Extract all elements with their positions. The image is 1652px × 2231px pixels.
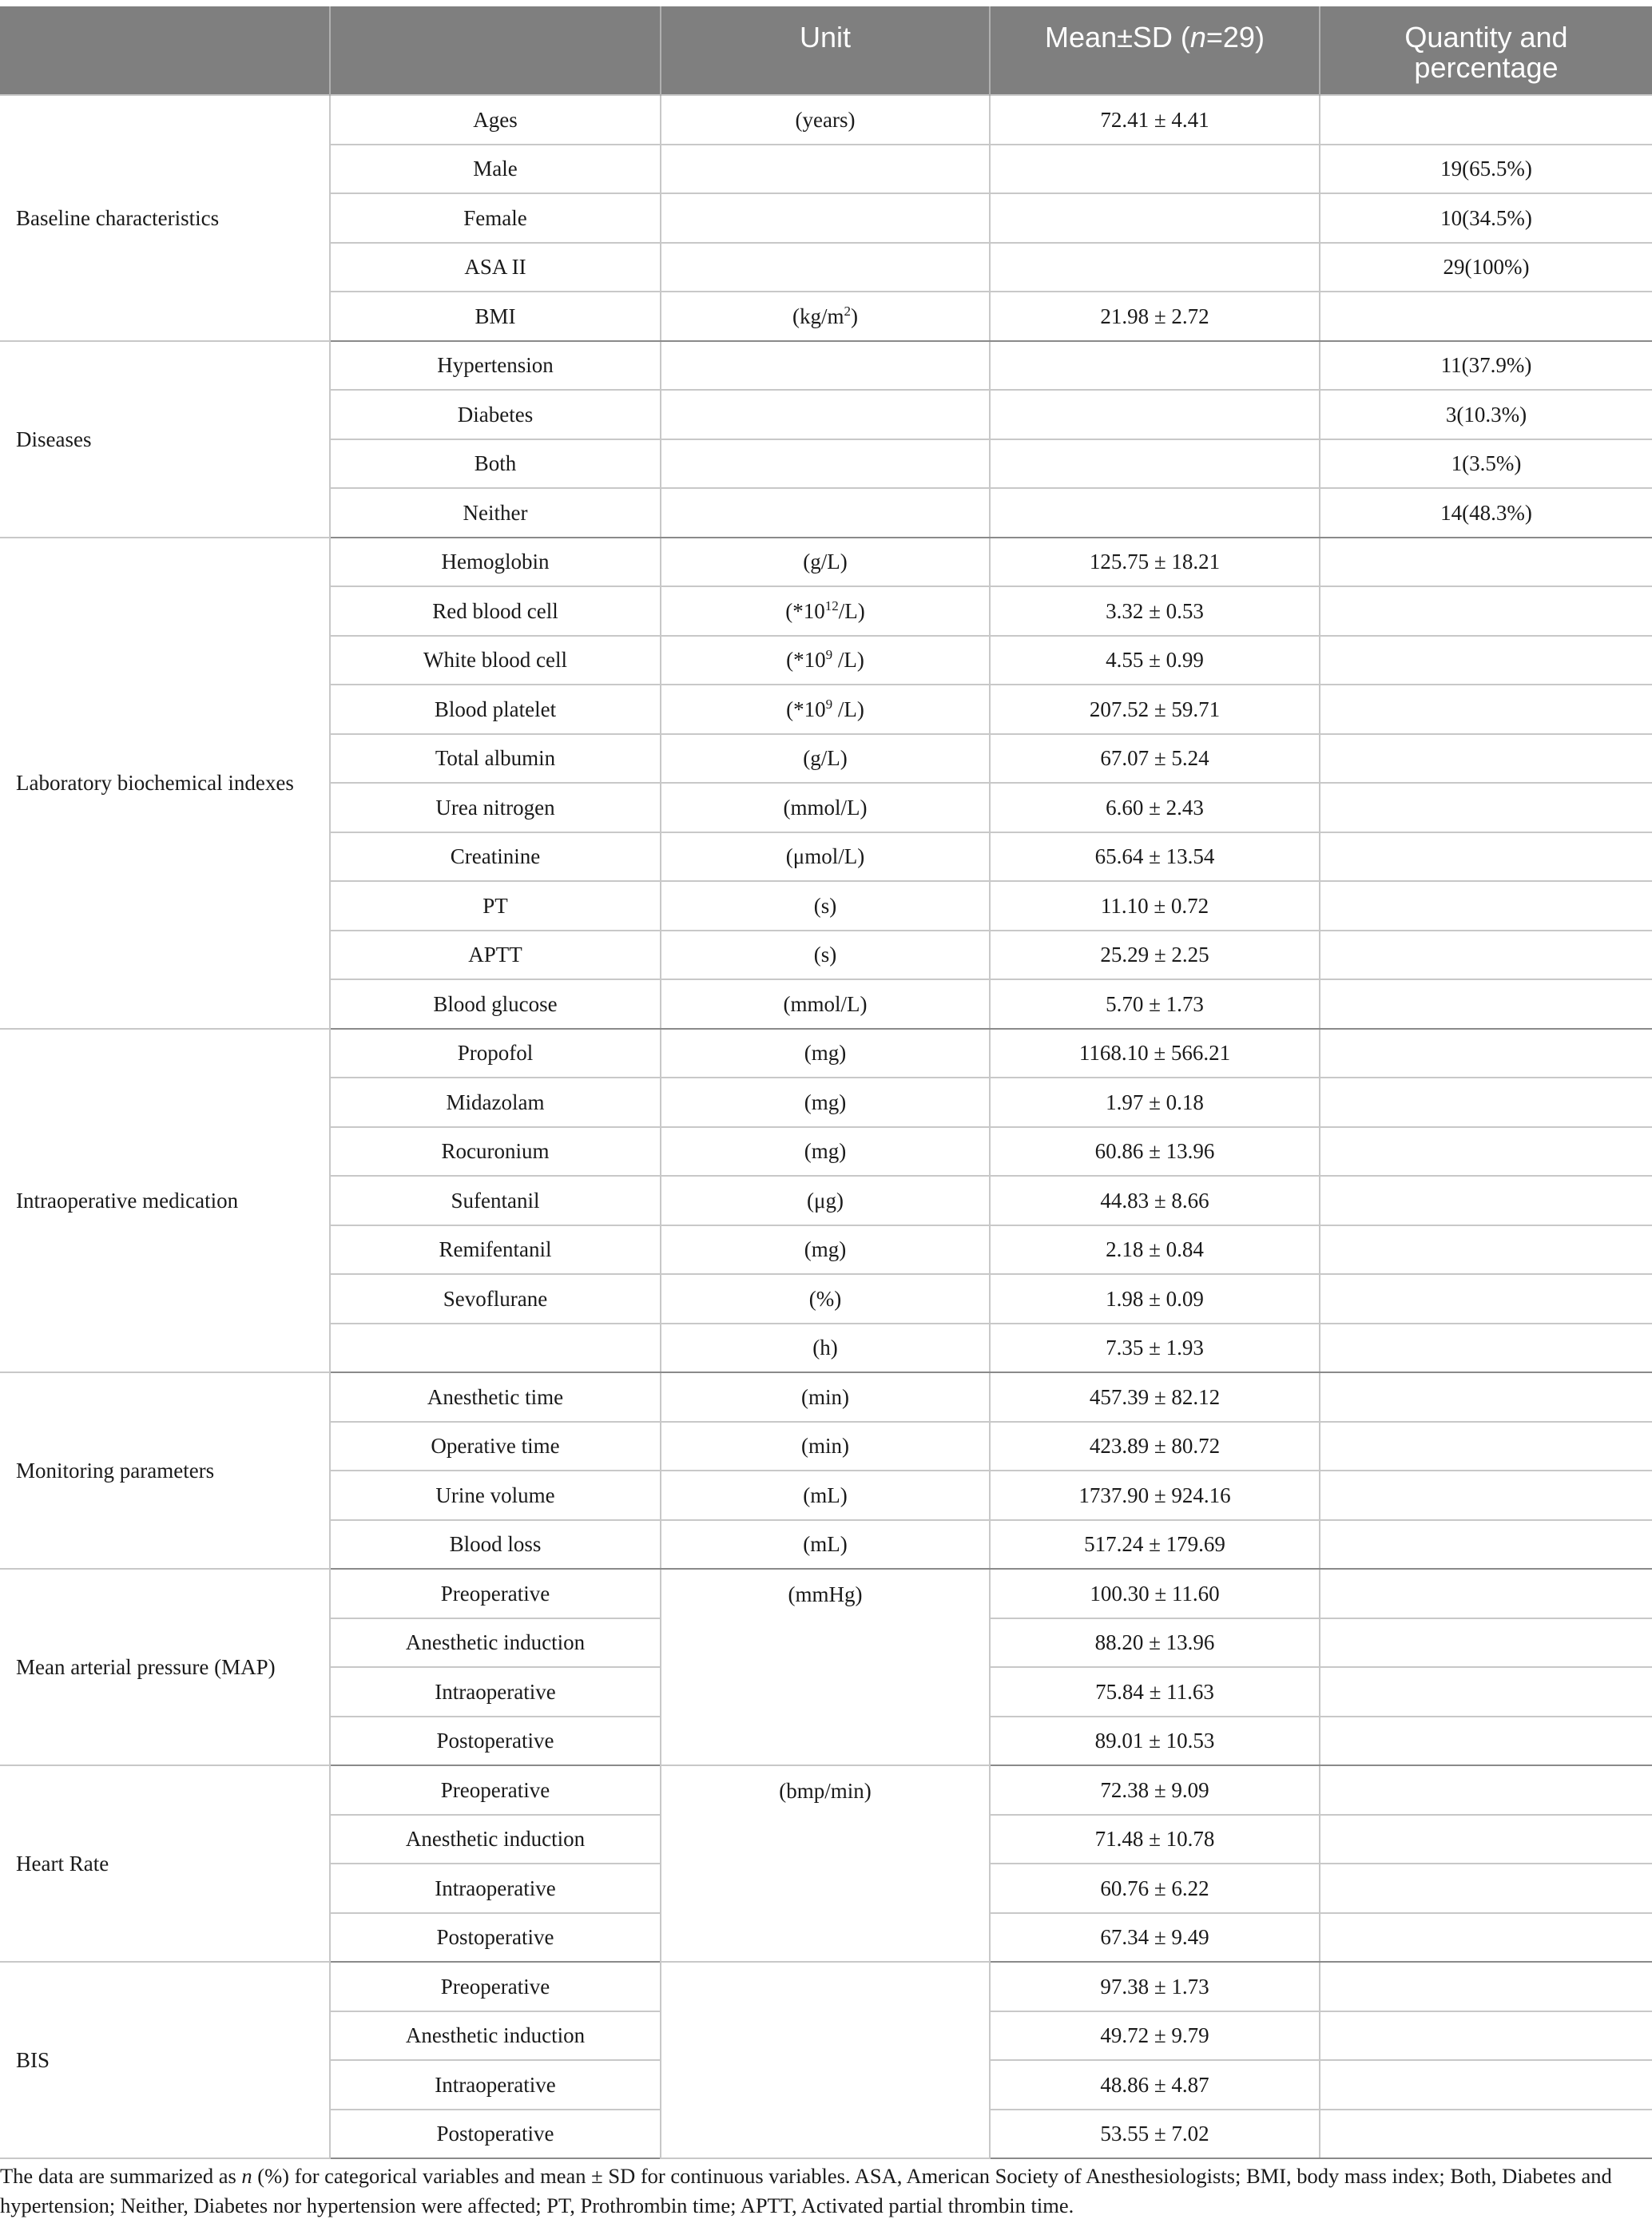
mean-cell: 125.75 ± 18.21 <box>990 538 1320 587</box>
unit-cell <box>661 243 990 292</box>
variable-cell: Propofol <box>330 1029 661 1078</box>
group-label-bis: BIS <box>0 1962 330 2158</box>
variable-cell: Urine volume <box>330 1471 661 1520</box>
group-label-lab: Laboratory biochemical indexes <box>0 538 330 1029</box>
quantity-cell <box>1320 832 1652 882</box>
table-row <box>0 1765 1652 1815</box>
mean-cell: 2.18 ± 0.84 <box>990 1225 1320 1275</box>
quantity-cell <box>1320 1127 1652 1177</box>
quantity-cell <box>1320 1078 1652 1127</box>
mean-cell: 517.24 ± 179.69 <box>990 1520 1320 1570</box>
data-table-container <box>0 6 1652 2159</box>
mean-cell: 1.97 ± 0.18 <box>990 1078 1320 1127</box>
unit-cell: (%) <box>661 1274 990 1324</box>
variable-cell: BMI <box>330 292 661 341</box>
mean-cell <box>990 145 1320 194</box>
mean-cell: 44.83 ± 8.66 <box>990 1176 1320 1225</box>
variable-cell: Both <box>330 439 661 489</box>
variable-cell: Diabetes <box>330 390 661 439</box>
variable-cell: Blood loss <box>330 1520 661 1570</box>
mean-cell <box>990 439 1320 489</box>
table-footnote: The data are summarized as n (%) for categorical variables and mean ± SD for continuous variables. ASA, American Society of Anesthesiologists; BMI, body mass index; Both, Diabetes and hypertension; Neither, Diabetes nor hypertension were affected; PT, Prothrombin time; APTT, Activated partial thrombin time. <box>0 2164 1612 2217</box>
quantity-cell <box>1320 95 1652 145</box>
quantity-cell <box>1320 1274 1652 1324</box>
table-row <box>0 341 1652 391</box>
variable-cell: White blood cell <box>330 636 661 685</box>
unit-cell: $(*10^{12}/L)$ <box>661 586 990 636</box>
quantity-cell <box>1320 1176 1652 1225</box>
quantity-cell <box>1320 1913 1652 1963</box>
variable-cell: ASA II <box>330 243 661 292</box>
mean-cell: 75.84 ± 11.63 <box>990 1667 1320 1717</box>
table-row <box>0 1962 1652 2011</box>
group-label-diseases: Diseases <box>0 341 330 538</box>
quantity-cell <box>1320 1422 1652 1471</box>
unit-cell: (mg) <box>661 1029 990 1078</box>
mean-cell: 71.48 ± 10.78 <box>990 1815 1320 1864</box>
quantity-cell: 10(34.5%) <box>1320 193 1652 243</box>
quantity-cell <box>1320 1324 1652 1373</box>
unit-cell: (μg) <box>661 1176 990 1225</box>
unit-cell: (mmol/L) <box>661 783 990 832</box>
quantity-cell <box>1320 1520 1652 1570</box>
unit-cell <box>661 193 990 243</box>
header-group-cell <box>0 6 330 95</box>
unit-cell <box>661 145 990 194</box>
mean-cell: 67.07 ± 5.24 <box>990 734 1320 784</box>
mean-cell: 88.20 ± 13.96 <box>990 1618 1320 1668</box>
quantity-cell <box>1320 931 1652 980</box>
variable-cell: Preoperative <box>330 1962 661 2011</box>
unit-cell: (g/L) <box>661 734 990 784</box>
unit-cell: (mg) <box>661 1127 990 1177</box>
mean-cell: 72.41 ± 4.41 <box>990 95 1320 145</box>
quantity-cell: 3(10.3%) <box>1320 390 1652 439</box>
quantity-cell <box>1320 292 1652 341</box>
unit-cell: (mg) <box>661 1225 990 1275</box>
variable-cell <box>330 1324 661 1373</box>
variable-cell: Creatinine <box>330 832 661 882</box>
unit-cell: ($*10^9$ /L) <box>661 636 990 685</box>
variable-cell: Anesthetic time <box>330 1372 661 1422</box>
unit-cell <box>661 341 990 391</box>
unit-cell: (mmol/L) <box>661 979 990 1029</box>
quantity-cell <box>1320 979 1652 1029</box>
mean-cell: 89.01 ± 10.53 <box>990 1717 1320 1766</box>
quantity-cell: 29(100%) <box>1320 243 1652 292</box>
unit-cell: (h) <box>661 1324 990 1373</box>
unit-cell: (s) <box>661 931 990 980</box>
quantity-cell <box>1320 1962 1652 2011</box>
variable-cell: Red blood cell <box>330 586 661 636</box>
variable-cell: Postoperative <box>330 1913 661 1963</box>
variable-cell: Preoperative <box>330 1765 661 1815</box>
mean-cell: 97.38 ± 1.73 <box>990 1962 1320 2011</box>
unit-cell: (μmol/L) <box>661 832 990 882</box>
quantity-cell <box>1320 1029 1652 1078</box>
mean-cell: 60.76 ± 6.22 <box>990 1864 1320 1913</box>
unit-cell: (years) <box>661 95 990 145</box>
variable-cell: Postoperative <box>330 2110 661 2159</box>
quantity-cell <box>1320 1815 1652 1864</box>
baseline-characteristics-table <box>0 6 1652 2159</box>
unit-cell: (mL) <box>661 1471 990 1520</box>
quantity-cell <box>1320 1225 1652 1275</box>
quantity-cell <box>1320 1618 1652 1668</box>
quantity-cell <box>1320 881 1652 931</box>
quantity-cell <box>1320 734 1652 784</box>
unit-cell <box>661 439 990 489</box>
quantity-cell: 1(3.5%) <box>1320 439 1652 489</box>
mean-cell: 5.70 ± 1.73 <box>990 979 1320 1029</box>
header-quantity-cell <box>1320 6 1652 95</box>
quantity-cell <box>1320 1717 1652 1766</box>
mean-cell: 4.55 ± 0.99 <box>990 636 1320 685</box>
mean-cell: 48.86 ± 4.87 <box>990 2060 1320 2110</box>
variable-cell: Hemoglobin <box>330 538 661 587</box>
variable-cell: Sevoflurane <box>330 1274 661 1324</box>
mean-cell: 1.98 ± 0.09 <box>990 1274 1320 1324</box>
variable-cell: Anesthetic induction <box>330 2011 661 2061</box>
header-mean-cell <box>990 6 1320 95</box>
mean-cell <box>990 193 1320 243</box>
group-label-heart-rate: Heart Rate <box>0 1765 330 1962</box>
quantity-cell: 11(37.9%) <box>1320 341 1652 391</box>
mean-cell <box>990 488 1320 538</box>
mean-cell: 6.60 ± 2.43 <box>990 783 1320 832</box>
variable-cell: Anesthetic induction <box>330 1815 661 1864</box>
variable-cell: Intraoperative <box>330 1667 661 1717</box>
quantity-cell <box>1320 2011 1652 2061</box>
header-unit-label: Unit <box>799 21 852 54</box>
variable-cell: Anesthetic induction <box>330 1618 661 1668</box>
table-row <box>0 95 1652 145</box>
unit-cell: (s) <box>661 881 990 931</box>
variable-cell: Rocuronium <box>330 1127 661 1177</box>
table-row <box>0 1372 1652 1422</box>
quantity-cell <box>1320 2110 1652 2159</box>
unit-cell <box>661 1962 990 2158</box>
mean-cell: 457.39 ± 82.12 <box>990 1372 1320 1422</box>
quantity-cell <box>1320 586 1652 636</box>
mean-cell: 3.32 ± 0.53 <box>990 586 1320 636</box>
variable-cell: Postoperative <box>330 1717 661 1766</box>
quantity-cell <box>1320 1372 1652 1422</box>
quantity-cell <box>1320 1667 1652 1717</box>
quantity-cell: 19(65.5%) <box>1320 145 1652 194</box>
mean-cell: 60.86 ± 13.96 <box>990 1127 1320 1177</box>
mean-cell <box>990 341 1320 391</box>
variable-cell: Remifentanil <box>330 1225 661 1275</box>
variable-cell: Midazolam <box>330 1078 661 1127</box>
quantity-cell <box>1320 1569 1652 1618</box>
mean-cell: 207.52 ± 59.71 <box>990 685 1320 734</box>
mean-cell: 423.89 ± 80.72 <box>990 1422 1320 1471</box>
variable-cell: Urea nitrogen <box>330 783 661 832</box>
quantity-cell <box>1320 1471 1652 1520</box>
variable-cell: Hypertension <box>330 341 661 391</box>
mean-cell: 67.34 ± 9.49 <box>990 1913 1320 1963</box>
header-variable-cell <box>330 6 661 95</box>
quantity-cell <box>1320 636 1652 685</box>
mean-cell <box>990 243 1320 292</box>
group-label-monitoring: Monitoring parameters <box>0 1372 330 1569</box>
table-row <box>0 1029 1652 1078</box>
mean-cell: 49.72 ± 9.79 <box>990 2011 1320 2061</box>
variable-cell: Operative time <box>330 1422 661 1471</box>
header-unit-cell <box>661 6 990 95</box>
mean-cell: 1168.10 ± 566.21 <box>990 1029 1320 1078</box>
variable-cell: Sufentanil <box>330 1176 661 1225</box>
variable-cell: Intraoperative <box>330 2060 661 2110</box>
quantity-cell <box>1320 685 1652 734</box>
group-label-medication: Intraoperative medication <box>0 1029 330 1373</box>
quantity-cell <box>1320 783 1652 832</box>
header-quantity-label: Quantity and percentage <box>1404 21 1568 84</box>
mean-cell: 1737.90 ± 924.16 <box>990 1471 1320 1520</box>
unit-cell: ($*10^9$ /L) <box>661 685 990 734</box>
variable-cell: Blood platelet <box>330 685 661 734</box>
unit-cell: (min) <box>661 1422 990 1471</box>
variable-cell: Preoperative <box>330 1569 661 1618</box>
mean-cell: 53.55 ± 7.02 <box>990 2110 1320 2159</box>
variable-cell: Total albumin <box>330 734 661 784</box>
unit-cell: (g/L) <box>661 538 990 587</box>
variable-cell: Intraoperative <box>330 1864 661 1913</box>
quantity-cell: 14(48.3%) <box>1320 488 1652 538</box>
unit-cell <box>661 390 990 439</box>
quantity-cell <box>1320 1864 1652 1913</box>
variable-cell: Female <box>330 193 661 243</box>
group-label-baseline: Baseline characteristics <box>0 95 330 341</box>
table-row <box>0 538 1652 587</box>
variable-cell: PT <box>330 881 661 931</box>
quantity-cell <box>1320 538 1652 587</box>
mean-cell: 21.98 ± 2.72 <box>990 292 1320 341</box>
unit-cell: (mmHg) <box>661 1569 990 1765</box>
quantity-cell <box>1320 2060 1652 2110</box>
variable-cell: Blood glucose <box>330 979 661 1029</box>
unit-cell: (bmp/min) <box>661 1765 990 1962</box>
mean-cell: 7.35 ± 1.93 <box>990 1324 1320 1373</box>
unit-cell <box>661 488 990 538</box>
variable-cell: Neither <box>330 488 661 538</box>
mean-cell: 65.64 ± 13.54 <box>990 832 1320 882</box>
mean-cell: 25.29 ± 2.25 <box>990 931 1320 980</box>
mean-cell: 72.38 ± 9.09 <box>990 1765 1320 1815</box>
quantity-cell <box>1320 1765 1652 1815</box>
unit-cell: (mg) <box>661 1078 990 1127</box>
unit-cell: (mL) <box>661 1520 990 1570</box>
table-row <box>0 1569 1652 1618</box>
group-label-map: Mean arterial pressure (MAP) <box>0 1569 330 1765</box>
header-mean-label: Mean±SD (n=29) <box>1045 21 1265 54</box>
unit-cell: (min) <box>661 1372 990 1422</box>
variable-cell: Ages <box>330 95 661 145</box>
variable-cell: APTT <box>330 931 661 980</box>
table-header-row <box>0 6 1652 95</box>
unit-cell: $(kg/m^2)$ <box>661 292 990 341</box>
mean-cell: 11.10 ± 0.72 <box>990 881 1320 931</box>
variable-cell: Male <box>330 145 661 194</box>
mean-cell <box>990 390 1320 439</box>
mean-cell: 100.30 ± 11.60 <box>990 1569 1320 1618</box>
